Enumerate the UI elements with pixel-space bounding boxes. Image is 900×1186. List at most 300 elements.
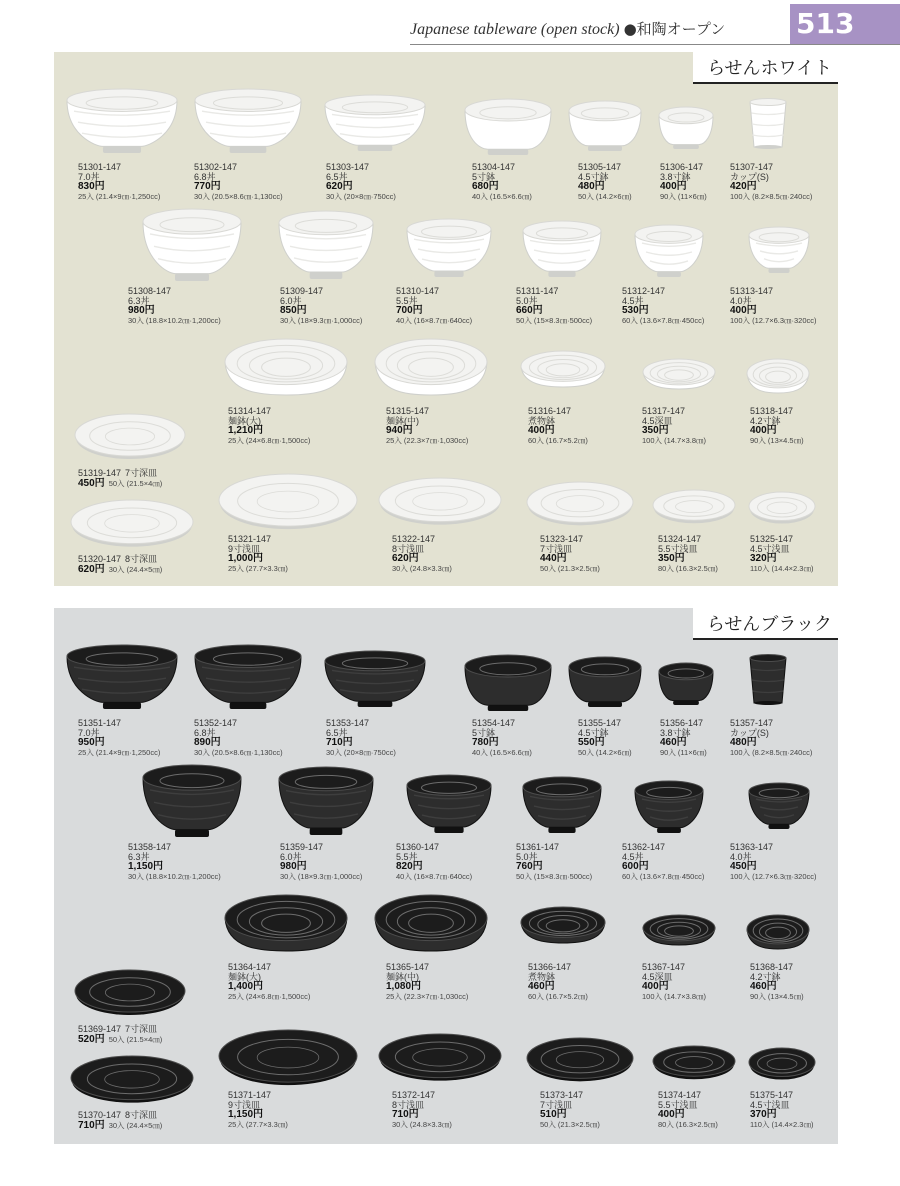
product-caption (642, 962, 706, 1002)
product-name: 6.0丼 (280, 296, 302, 306)
product-spec: 100入 (8.2×8.5㎝·240cc) (730, 192, 813, 201)
product-code: 51355-147 (578, 718, 622, 728)
product-name: 7.0丼 (78, 172, 100, 182)
product-name: 4.5丼 (622, 296, 644, 306)
white-cup-illustration (748, 98, 788, 150)
product-spec: 100入 (8.2×8.5㎝·240cc) (730, 748, 813, 757)
product-price: 710円 (78, 1120, 105, 1131)
product-image (652, 488, 736, 524)
product-code: 51316-147 (528, 406, 572, 416)
product-spec: 100入 (14.7×3.8㎝) (642, 436, 706, 445)
product-spec: 25入 (24×6.8㎝·1,500cc) (228, 436, 311, 445)
product-code: 51372-147 (392, 1090, 436, 1100)
product-caption (280, 842, 362, 882)
product-caption (78, 1024, 162, 1045)
product-price: 320円 (750, 553, 777, 564)
product-spec: 30入 (20.5×8.6㎝·1,130cc) (194, 748, 283, 757)
product-price: 620円 (78, 564, 105, 575)
product-code: 51307-147 (730, 162, 774, 172)
product-price: 400円 (528, 425, 555, 436)
product-caption (660, 162, 707, 202)
product-image (70, 1054, 194, 1106)
section-rasen-black (54, 608, 838, 1144)
product-code: 51313-147 (730, 286, 774, 296)
product-image (464, 98, 552, 156)
product-price: 620円 (326, 181, 353, 192)
product-price: 480円 (730, 737, 757, 748)
product-caption (540, 1090, 600, 1130)
product-code: 51317-147 (642, 406, 686, 416)
product-code: 51318-147 (750, 406, 794, 416)
product-name: カップ(S) (730, 728, 769, 738)
white-shallow-illustration (520, 350, 606, 390)
product-name: 麺鉢(大) (228, 416, 261, 426)
product-spec: 50入 (21.5×4㎝) (108, 1035, 163, 1044)
product-name: 5.5丼 (396, 852, 418, 862)
product-name: 4.5寸鉢 (578, 728, 609, 738)
product-code: 51359-147 (280, 842, 324, 852)
product-price: 530円 (622, 305, 649, 316)
product-image (218, 472, 358, 534)
product-spec: 80入 (16.3×2.5㎝) (658, 1120, 718, 1129)
product-code: 51361-147 (516, 842, 560, 852)
product-name: 7寸深皿 (125, 1024, 158, 1034)
page-number: 513 (790, 4, 900, 44)
product-name: 8寸深皿 (125, 1110, 158, 1120)
product-code: 51370-147 (78, 1110, 122, 1120)
product-spec: 90入 (11×6㎝) (660, 748, 707, 757)
product-spec: 110入 (14.4×2.3㎝) (750, 1120, 814, 1129)
product-caption (658, 534, 718, 574)
product-spec: 40入 (16.5×6.6㎝) (472, 748, 532, 757)
product-name: 3.8寸鉢 (660, 728, 691, 738)
product-image (520, 906, 606, 946)
product-caption (194, 718, 283, 758)
product-name: 7.0丼 (78, 728, 100, 738)
product-caption (472, 162, 532, 202)
product-spec: 110入 (14.4×2.3㎝) (750, 564, 814, 573)
product-spec: 50入 (15×8.3㎝·500cc) (516, 316, 593, 325)
product-spec: 30入 (18×9.3㎝·1,000cc) (280, 316, 363, 325)
product-image (746, 914, 810, 952)
product-spec: 30入 (24.4×5㎝) (108, 565, 163, 574)
product-caption (540, 534, 600, 574)
product-spec: 30入 (18.8×10.2㎝·1,200cc) (128, 872, 221, 881)
product-spec: 50入 (21.3×2.5㎝) (540, 564, 600, 573)
product-price: 710円 (392, 1109, 419, 1120)
product-spec: 30入 (24.4×5㎝) (108, 1121, 163, 1130)
product-name: 4.5深皿 (642, 972, 673, 982)
product-name: 8寸深皿 (125, 554, 158, 564)
product-price: 1,400円 (228, 981, 264, 992)
product-image (748, 782, 810, 830)
product-spec: 90入 (13×4.5㎝) (750, 436, 804, 445)
product-spec: 25入 (21.4×9㎝·1,250cc) (78, 748, 161, 757)
product-name: 6.8丼 (194, 172, 216, 182)
product-price: 830円 (78, 181, 105, 192)
black-cup-illustration (748, 654, 788, 706)
product-code: 51319-147 (78, 468, 122, 478)
product-caption (228, 1090, 288, 1130)
black-deep-illustration (464, 654, 552, 712)
product-image (748, 98, 788, 150)
product-image (406, 774, 492, 834)
product-caption (386, 406, 468, 446)
product-name: 3.8寸鉢 (660, 172, 691, 182)
white-plate-illustration (652, 488, 736, 524)
product-price: 1,150円 (228, 1109, 264, 1120)
product-code: 51357-147 (730, 718, 774, 728)
product-caption (750, 406, 804, 446)
product-price: 400円 (750, 425, 777, 436)
product-code: 51367-147 (642, 962, 686, 972)
product-name: 5.0丼 (516, 296, 538, 306)
product-image (374, 338, 488, 398)
white-plate-illustration (74, 412, 186, 462)
product-caption (578, 718, 632, 758)
product-spec: 50入 (21.3×2.5㎝) (540, 1120, 600, 1129)
product-image (658, 662, 714, 706)
product-name: 7寸深皿 (125, 468, 158, 478)
product-caption (78, 1110, 162, 1131)
product-caption (750, 534, 813, 574)
product-spec: 25入 (24×6.8㎝·1,500cc) (228, 992, 311, 1001)
product-price: 480円 (578, 181, 605, 192)
product-caption (128, 286, 221, 326)
product-code: 51351-147 (78, 718, 122, 728)
black-shallow-illustration (520, 906, 606, 946)
product-spec: 90入 (11×6㎝) (660, 192, 707, 201)
product-code: 51314-147 (228, 406, 272, 416)
product-caption (396, 286, 472, 326)
product-price: 440円 (540, 553, 567, 564)
product-spec: 60入 (13.6×7.8㎝·450cc) (622, 316, 705, 325)
product-price: 460円 (660, 737, 687, 748)
product-code: 51354-147 (472, 718, 516, 728)
product-price: 850円 (280, 305, 307, 316)
product-code: 51322-147 (392, 534, 436, 544)
product-spec: 100入 (14.7×3.8㎝) (642, 992, 706, 1001)
product-price: 940円 (386, 425, 413, 436)
product-image (74, 412, 186, 462)
product-code: 51325-147 (750, 534, 794, 544)
product-caption (660, 718, 707, 758)
product-price: 1,150円 (128, 861, 164, 872)
white-shallow-illustration (746, 358, 810, 396)
white-bowl-illustration (324, 94, 426, 152)
product-price: 350円 (642, 425, 669, 436)
black-plate-illustration (652, 1044, 736, 1080)
product-caption (326, 162, 396, 202)
product-image (748, 490, 816, 524)
white-bowl-illustration (406, 218, 492, 278)
white-deep-illustration (658, 106, 714, 150)
product-name: 煮物鉢 (528, 416, 556, 426)
product-image (634, 780, 704, 834)
white-noodle-illustration (374, 338, 488, 398)
product-spec: 60入 (16.7×5.2㎝) (528, 992, 588, 1001)
product-image (142, 764, 242, 838)
product-caption (128, 842, 221, 882)
product-code: 51302-147 (194, 162, 238, 172)
product-name: 8寸浅皿 (392, 1100, 425, 1110)
product-code: 51358-147 (128, 842, 172, 852)
catalog-title-en: Japanese tableware (open stock) (410, 21, 620, 38)
product-code: 51321-147 (228, 534, 272, 544)
product-spec: 30入 (24.8×3.3㎝) (392, 564, 452, 573)
product-code: 51375-147 (750, 1090, 794, 1100)
black-plate-illustration (218, 1028, 358, 1090)
product-spec: 30入 (20.5×8.6㎝·1,130cc) (194, 192, 283, 201)
product-code: 51308-147 (128, 286, 172, 296)
product-image (278, 766, 374, 836)
product-price: 980円 (280, 861, 307, 872)
black-deep-illustration (568, 656, 642, 708)
product-caption (622, 842, 704, 882)
black-bowl-illustration (324, 650, 426, 708)
product-price: 700円 (396, 305, 423, 316)
product-code: 51301-147 (78, 162, 122, 172)
product-caption (472, 718, 532, 758)
product-caption (642, 406, 706, 446)
header-rule (410, 44, 900, 45)
black-bowl-illustration (194, 644, 302, 710)
product-caption (528, 406, 588, 446)
product-spec: 60入 (16.7×5.2㎝) (528, 436, 588, 445)
product-name: 4.2寸鉢 (750, 972, 781, 982)
product-image (374, 894, 488, 954)
product-name: 6.8丼 (194, 728, 216, 738)
black-bowl-illustration (142, 764, 242, 838)
product-spec: 30入 (18.8×10.2㎝·1,200cc) (128, 316, 221, 325)
product-name: 4.5寸浅皿 (750, 544, 790, 554)
product-caption (326, 718, 396, 758)
black-plate-illustration (748, 1046, 816, 1080)
black-bowl-illustration (748, 782, 810, 830)
product-image (748, 654, 788, 706)
product-code: 51352-147 (194, 718, 238, 728)
product-name: 4.5寸鉢 (578, 172, 609, 182)
white-deep-illustration (568, 100, 642, 152)
product-name: 6.3丼 (128, 296, 150, 306)
product-spec: 30入 (24.8×3.3㎝) (392, 1120, 452, 1129)
product-spec: 40入 (16×8.7㎝·640cc) (396, 316, 473, 325)
product-image (526, 1036, 634, 1084)
product-image (748, 1046, 816, 1080)
product-price: 770円 (194, 181, 221, 192)
product-price: 600円 (622, 861, 649, 872)
product-image (634, 224, 704, 278)
white-plate-illustration (70, 498, 194, 550)
product-code: 51363-147 (730, 842, 774, 852)
product-image (66, 88, 178, 154)
product-price: 1,080円 (386, 981, 422, 992)
product-price: 400円 (660, 181, 687, 192)
product-price: 660円 (516, 305, 543, 316)
product-code: 51362-147 (622, 842, 666, 852)
product-image (66, 644, 178, 710)
product-code: 51315-147 (386, 406, 430, 416)
product-image (278, 210, 374, 280)
section-title: らせんホワイト (693, 52, 838, 82)
product-caption (194, 162, 283, 202)
black-noodle-illustration (374, 894, 488, 954)
section-title: らせんブラック (693, 608, 838, 638)
white-bowl-illustration (634, 224, 704, 278)
product-caption (228, 406, 310, 446)
product-name: 5寸鉢 (472, 172, 496, 182)
product-spec: 50入 (14.2×6㎝) (578, 748, 632, 757)
product-name: 7寸浅皿 (540, 1100, 573, 1110)
black-bowl-illustration (66, 644, 178, 710)
product-caption (392, 534, 452, 574)
white-bowl-illustration (194, 88, 302, 154)
black-shallow-illustration (746, 914, 810, 952)
product-name: 4.5寸浅皿 (750, 1100, 790, 1110)
product-code: 51365-147 (386, 962, 430, 972)
product-image (324, 650, 426, 708)
product-code: 51324-147 (658, 534, 702, 544)
product-price: 780円 (472, 737, 499, 748)
product-code: 51305-147 (578, 162, 622, 172)
product-name: 4.5深皿 (642, 416, 673, 426)
product-price: 550円 (578, 737, 605, 748)
white-plate-illustration (378, 476, 502, 528)
product-image (522, 776, 602, 834)
product-image (324, 94, 426, 152)
product-image (70, 498, 194, 550)
product-image (642, 358, 716, 392)
product-image (642, 914, 716, 948)
product-price: 890円 (194, 737, 221, 748)
product-name: 5.5寸浅皿 (658, 544, 698, 554)
product-name: 4.0丼 (730, 296, 752, 306)
product-image (526, 480, 634, 528)
product-code: 51374-147 (658, 1090, 702, 1100)
product-caption (528, 962, 588, 1002)
product-image (658, 106, 714, 150)
white-bowl-illustration (278, 210, 374, 280)
white-bowl-illustration (522, 220, 602, 278)
product-name: 6.5丼 (326, 172, 348, 182)
product-code: 51353-147 (326, 718, 370, 728)
product-spec: 40入 (16.5×6.6㎝) (472, 192, 532, 201)
black-bowl-illustration (278, 766, 374, 836)
product-name: 4.5丼 (622, 852, 644, 862)
product-code: 51368-147 (750, 962, 794, 972)
product-code: 51320-147 (78, 554, 122, 564)
product-image (568, 656, 642, 708)
product-price: 400円 (642, 981, 669, 992)
product-caption (578, 162, 632, 202)
product-spec: 40入 (16×8.7㎝·640cc) (396, 872, 473, 881)
product-caption (622, 286, 704, 326)
product-caption (730, 286, 817, 326)
product-name: 麺鉢(中) (386, 972, 419, 982)
white-bowl-illustration (66, 88, 178, 154)
product-caption (750, 1090, 813, 1130)
product-price: 680円 (472, 181, 499, 192)
product-name: 6.5丼 (326, 728, 348, 738)
product-price: 1,000円 (228, 553, 264, 564)
product-image (224, 894, 348, 954)
product-code: 51356-147 (660, 718, 704, 728)
product-price: 460円 (528, 981, 555, 992)
product-spec: 80入 (16.3×2.5㎝) (658, 564, 718, 573)
product-image (194, 644, 302, 710)
white-plate-illustration (748, 490, 816, 524)
black-deep-illustration (658, 662, 714, 706)
product-spec: 25入 (21.4×9㎝·1,250cc) (78, 192, 161, 201)
product-name: 7寸浅皿 (540, 544, 573, 554)
product-caption (730, 842, 817, 882)
product-code: 51323-147 (540, 534, 584, 544)
product-price: 370円 (750, 1109, 777, 1120)
product-spec: 30入 (20×8㎝·750cc) (326, 748, 396, 757)
product-name: 5.5寸浅皿 (658, 1100, 698, 1110)
product-image (652, 1044, 736, 1080)
product-image (378, 1032, 502, 1084)
product-spec: 50入 (15×8.3㎝·500cc) (516, 872, 593, 881)
product-caption (228, 534, 288, 574)
product-image (406, 218, 492, 278)
white-plate-illustration (526, 480, 634, 528)
product-code: 51360-147 (396, 842, 440, 852)
product-price: 950円 (78, 737, 105, 748)
product-caption (78, 468, 162, 489)
product-price: 400円 (658, 1109, 685, 1120)
product-name: 麺鉢(大) (228, 972, 261, 982)
section-rasen-white (54, 52, 838, 586)
product-code: 51309-147 (280, 286, 324, 296)
product-price: 620円 (392, 553, 419, 564)
product-code: 51310-147 (396, 286, 440, 296)
product-name: 6.0丼 (280, 852, 302, 862)
product-code: 51304-147 (472, 162, 516, 172)
product-caption (658, 1090, 718, 1130)
product-caption (730, 162, 812, 202)
white-deep-illustration (464, 98, 552, 156)
product-name: 煮物鉢 (528, 972, 556, 982)
product-caption (396, 842, 472, 882)
product-code: 51366-147 (528, 962, 572, 972)
black-noodle-illustration (224, 894, 348, 954)
product-caption (392, 1090, 452, 1130)
product-code: 51371-147 (228, 1090, 272, 1100)
product-spec: 100入 (12.7×6.3㎝·320cc) (730, 316, 817, 325)
product-caption (280, 286, 362, 326)
product-image (378, 476, 502, 528)
white-plate-illustration (218, 472, 358, 534)
product-price: 980円 (128, 305, 155, 316)
black-plate-illustration (74, 968, 186, 1018)
product-price: 510円 (540, 1109, 567, 1120)
product-code: 51373-147 (540, 1090, 584, 1100)
product-image (142, 208, 242, 282)
product-price: 450円 (730, 861, 757, 872)
product-caption (516, 842, 592, 882)
product-code: 51364-147 (228, 962, 272, 972)
product-name: 4.2寸鉢 (750, 416, 781, 426)
white-noodle-illustration (224, 338, 348, 398)
product-name: 4.0丼 (730, 852, 752, 862)
product-price: 710円 (326, 737, 353, 748)
product-price: 820円 (396, 861, 423, 872)
product-price: 1,210円 (228, 425, 264, 436)
catalog-title (410, 18, 725, 39)
product-code: 51303-147 (326, 162, 370, 172)
product-spec: 25入 (27.7×3.3㎝) (228, 1120, 288, 1129)
